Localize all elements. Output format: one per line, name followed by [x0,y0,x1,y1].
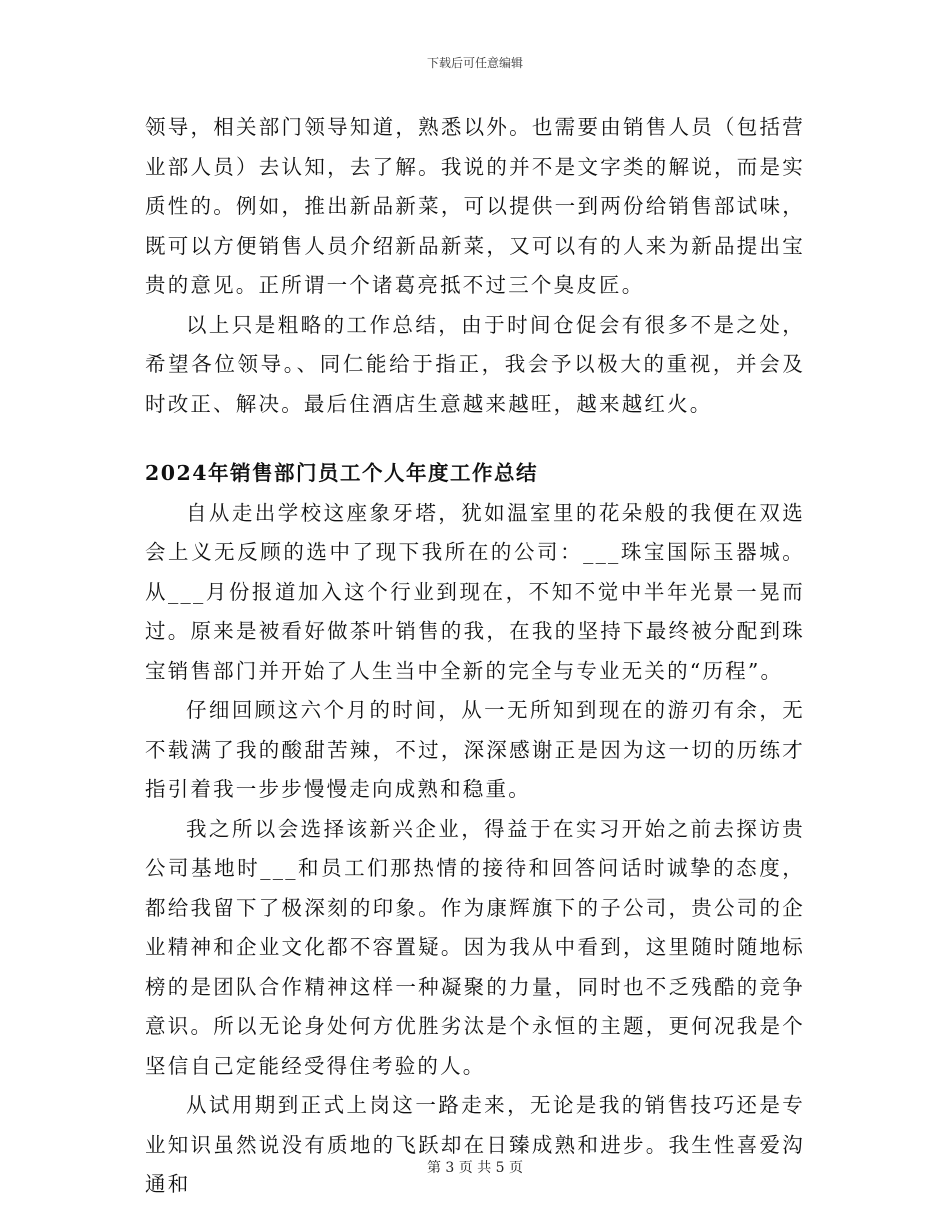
paragraph: 领导，相关部门领导知道，熟悉以外。也需要由销售人员（包括营业部人员）去认知，去了解。我说的并不是文字类的解说，而是实质性的。例如，推出新品新菜，可以提供一到两份给销售部试味，既可以方便销售人员介绍新品新菜，又可以有的人来为新品提出宝贵的意见。正所谓一个诸葛亮抵不过三个臭皮匠。 [145,115,805,297]
page-header: 下载后可任意编辑 [426,56,523,70]
section-title: 2024年销售部门员工个人年度工作总结 [145,461,539,485]
paragraph: 我之所以会选择该新兴企业，得益于在实习开始之前去探访贵公司基地时___和员工们那热情的接待和回答问话时诚挚的态度，都给我留下了极深刻的印象。作为康辉旗下的子公司，贵公司的企业精神和企业文化都不容置疑。因为我从中看到，这里随时随地标榜的是团队合作精神这样一种凝聚的力量，同时也不乏残酷的竞争意识。所以无论身处何方优胜劣汰是个永恒的主题，更何况我是个坚信自己定能经受得住考验的人。 [145,816,805,1078]
page-footer: 第 3 页 共 5 页 [426,1160,524,1176]
paragraph: 仔细回顾这六个月的时间，从一无所知到现在的游刃有余，无不载满了我的酸甜苦辣，不过，深深感谢正是因为这一切的历练才指引着我一步步慢慢走向成熟和稳重。 [145,698,805,801]
document-body [145,108,805,1205]
paragraph: 自从走出学校这座象牙塔，犹如温室里的花朵般的我便在双选会上义无反顾的选中了现下我所在的公司：___珠宝国际玉器城。从___月份报道加入这个行业到现在，不知不觉中半年光景一晃而过。原来是被看好做茶叶销售的我，在我的坚持下最终被分配到珠宝销售部门并开始了人生当中全新的完全与专业无关的“历程”。 [145,500,805,683]
paragraph: 从试用期到正式上岗这一路走来，无论是我的销售技巧还是专业知识虽然说没有质地的飞跃却在日臻成熟和进步。我生性喜爱沟通和 [145,1093,805,1196]
paragraph: 以上只是粗略的工作总结，由于时间仓促会有很多不是之处，希望各位领导。、同仁能给于指正，我会予以极大的重视，并会及时改正、解决。最后住酒店生意越来越旺，越来越红火。 [145,312,805,416]
